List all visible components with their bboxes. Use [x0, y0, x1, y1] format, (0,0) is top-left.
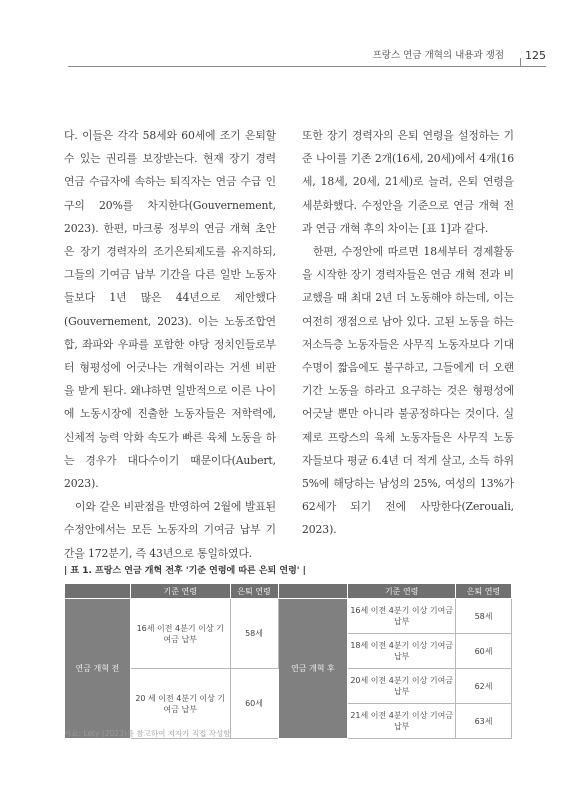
table-caption: | 표 1. 프랑스 연금 개혁 전후 '기준 연령에 따른 은퇴 연령' | — [64, 566, 306, 576]
table-cell: 20 세 이전 4분기 이상 기여금 납부 — [130, 669, 230, 739]
table-cell: 58세 — [456, 599, 512, 634]
table-cell: 20세 이전 4분기 이상 기여금 납부 — [348, 669, 456, 704]
table-row — [65, 599, 512, 634]
header-rule — [68, 66, 546, 67]
header-cell-retire-age: 은퇴 연령 — [230, 584, 278, 599]
header-cell-base-age: 기준 연령 — [130, 584, 230, 599]
paragraph: 또한 장기 경력자의 은퇴 연령을 설정하는 기준 나이를 기존 2개(16세, 20세)에서 4개(16세, 18세, 20세, 21세)로 늘려, 은퇴 연령을 세분화했다. 수정안을 기준으로 연금 개혁 전과 연금 개혁 후의 차이는 [표 1]과 같다. — [302, 129, 514, 235]
header-cell-base-age: 기준 연령 — [348, 584, 456, 599]
retirement-age-table — [64, 583, 512, 739]
right-column — [302, 124, 514, 542]
table-cell: 16세 이전 4분기 이상 기여금 납부 — [130, 599, 230, 669]
table-cell: 60세 — [456, 634, 512, 669]
group-label-after: 연금 개혁 후 — [278, 599, 348, 739]
table-source-note: 자료: Lety (2023)를 참고하여 저자가 직접 작성함 — [64, 729, 231, 738]
table-cell: 18세 이전 4분기 이상 기여금 납부 — [348, 634, 456, 669]
header-divider — [520, 58, 521, 67]
header-cell-retire-age: 은퇴 연령 — [456, 584, 512, 599]
table-cell: 63세 — [456, 704, 512, 739]
paragraph: 한편, 수정안에 따르면 18세부터 경제활동을 시작한 장기 경력자들은 연금 개혁 전과 비교했을 때 최대 2년 더 노동해야 하는데, 이는 여전히 쟁점으로 남아 있다. 고된 노동을 하는 저소득층 노동자들은 사무직 노동자보다 기대수명이 짧음에도 불구하고, 그들에게 더 오랜 기간 노동을 하라고 요구하는 것은 형평성에 어긋날 뿐만 아니라 불공정하다는 것이다. 실제로 프랑스의 육체 노동자들은 사무직 노동자들보다 평균 6.4년 더 적게 살고, 소득 하위 5%에 해당하는 남성의 25%, 여성의 13%가 62세가 되기 전에 사망한다(Zerouali, 2023). — [302, 245, 514, 537]
left-column — [64, 124, 276, 565]
page-number: 125 — [525, 49, 546, 62]
table-cell: 60세 — [230, 669, 278, 739]
paragraph: 다. 이들은 각각 58세와 60세에 조기 은퇴할 수 있는 권리를 보장받는다. 현재 장기 경력 연금 수급자에 속하는 퇴직자는 연금 수급 인구의 20%를 차지한다(Gouvernement, 2023). 한편, 마크롱 정부의 연금 개혁 초안은 장기 경력자의 조기은퇴제도를 유지하되, 그들의 기여금 납부 기간을 다른 일반 노동자들보다 1년 많은 44년으로 제안했다(Gouvernement, 2023). 이는 노동조합연합, 좌파와 우파를 포함한 야당 정치인들로부터 형평성에 어긋나는 개혁이라는 거센 비판을 받게 된다. 왜냐하면 일반적으로 이른 나이에 노동시장에 진출한 노동자들은 저학력에, 신체적 능력 악화 속도가 빠른 육체 노동을 하는 경우가 대다수이기 때문이다(Aubert, 2023). — [64, 129, 276, 491]
table-cell: 21세 이전 4분기 이상 기여금 납부 — [348, 704, 456, 739]
table-cell: 16세 이전 4분기 이상 기여금 납부 — [348, 599, 456, 634]
group-label-before: 연금 개혁 전 — [65, 599, 131, 739]
running-header — [0, 44, 576, 68]
table-cell: 62세 — [456, 669, 512, 704]
header-cell-blank — [65, 584, 131, 599]
table-header-row — [65, 584, 512, 599]
header-cell-blank — [278, 584, 348, 599]
running-title: 프랑스 연금 개혁의 내용과 쟁점 — [372, 50, 504, 61]
paragraph: 이와 같은 비판점을 반영하여 2월에 발표된 수정안에서는 모든 노동자의 기여금 납부 기간을 172분기, 즉 43년으로 통일하였다. — [64, 500, 276, 560]
table-cell: 58세 — [230, 599, 278, 669]
